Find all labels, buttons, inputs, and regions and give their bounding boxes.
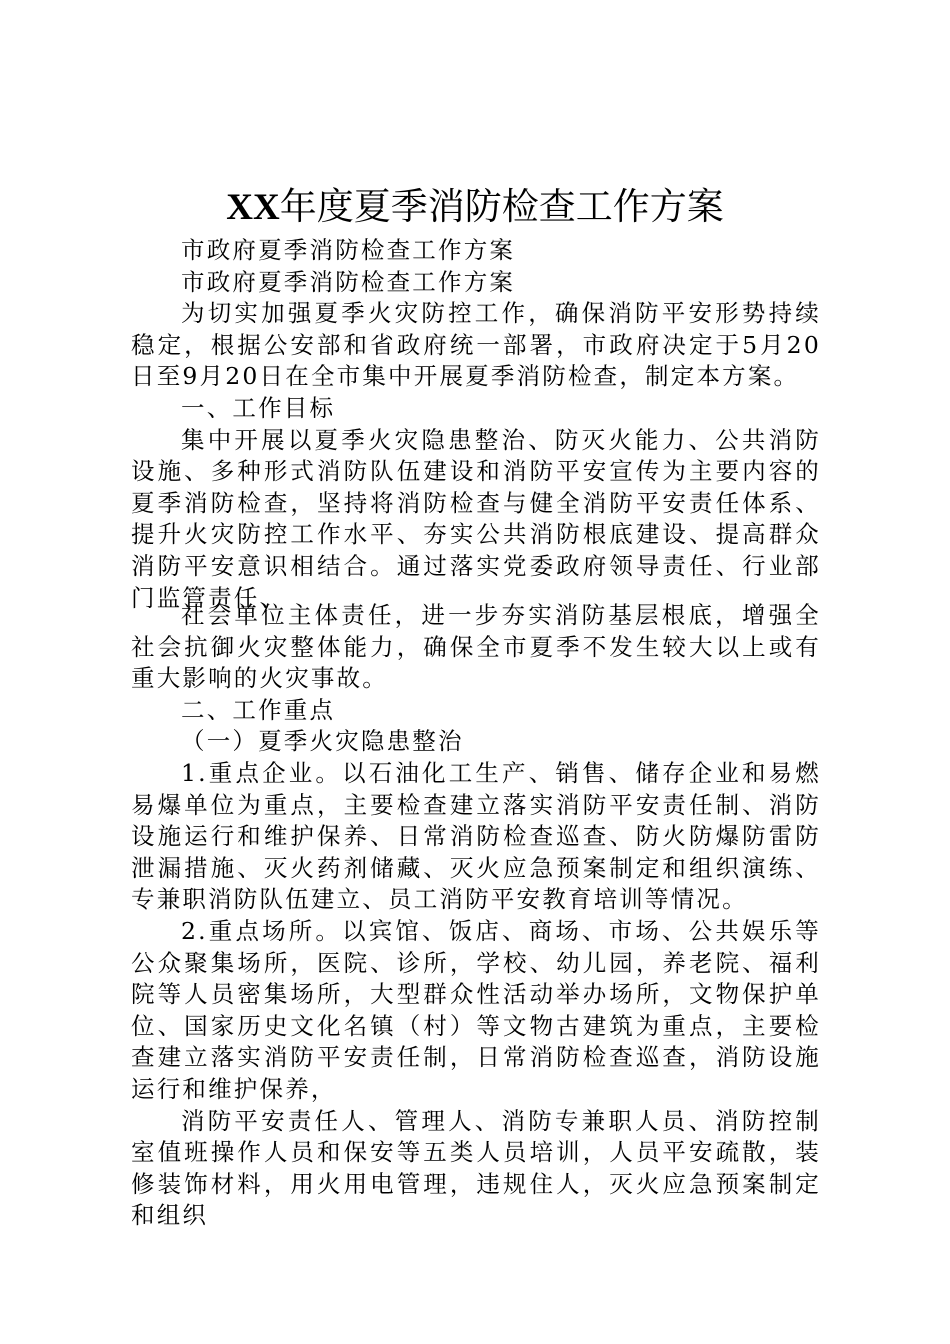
body-block-1 [131,235,821,614]
goals-paragraph-continued: 社会单位主体责任，进一步夯实消防基层根底，增强全社会抗御火灾整体能力，确保全市夏季不发生较大以上或有重大影响的火灾事故。 [131,601,821,693]
goals-paragraph: 集中开展以夏季火灾隐患整治、防灭火能力、公共消防设施、多种形式消防队伍建设和消防平安宣传为主要内容的夏季消防检查，坚持将消防检查与健全消防平安责任体系、提升火灾防控工作水平、夯实公共消防根底建设、提高群众消防平安意识相结合。通过落实党委政府领导责任、行业部门监管责任、 [131,425,821,612]
item-key-venues-continued: 消防平安责任人、管理人、消防专兼职人员、消防控制室值班操作人员和保安等五类人员培训，人员平安疏散，装修装饰材料，用火用电管理，违规住人，灭火应急预案制定和组织 [131,1106,821,1230]
intro-paragraph: 为切实加强夏季火灾防控工作，确保消防平安形势持续稳定，根据公安部和省政府统一部署，市政府决定于5月20日至9月20日在全市集中开展夏季消防检查，制定本方案。 [131,299,821,391]
section-heading-focus: 二、工作重点 [181,695,336,724]
document-title [0,182,950,233]
subtitle-line-2: 市政府夏季消防检查工作方案 [181,267,516,296]
item-key-venues: 2.重点场所。以宾馆、饭店、商场、市场、公共娱乐等公众聚集场所，医院、诊所，学校、幼儿园，养老院、福利院等人员密集场所，大型群众性活动举办场所，文物保护单位、国家历史文化名镇（村）等文物古建筑为重点，主要检查建立落实消防平安责任制，日常消防检查巡查，消防设施运行和维护保养， [131,916,821,1103]
body-block-2 [131,600,821,1232]
item-key-enterprises: 1.重点企业。以石油化工生产、销售、储存企业和易燃易爆单位为重点，主要检查建立落实消防平安责任制、消防设施运行和维护保养、日常消防检查巡查、防火防爆防雷防泄漏措施、灭火药剂储藏、灭火应急预案制定和组织演练、专兼职消防队伍建立、员工消防平安教育培训等情况。 [131,758,821,914]
subtitle-line-1: 市政府夏季消防检查工作方案 [181,236,516,264]
title-main: 年度夏季消防检查工作方案 [279,185,724,228]
section-heading-goals: 一、工作目标 [181,393,336,422]
title-prefix: XX [226,187,280,228]
subsection-heading-hazards: （一）夏季火灾隐患整治 [181,727,464,756]
